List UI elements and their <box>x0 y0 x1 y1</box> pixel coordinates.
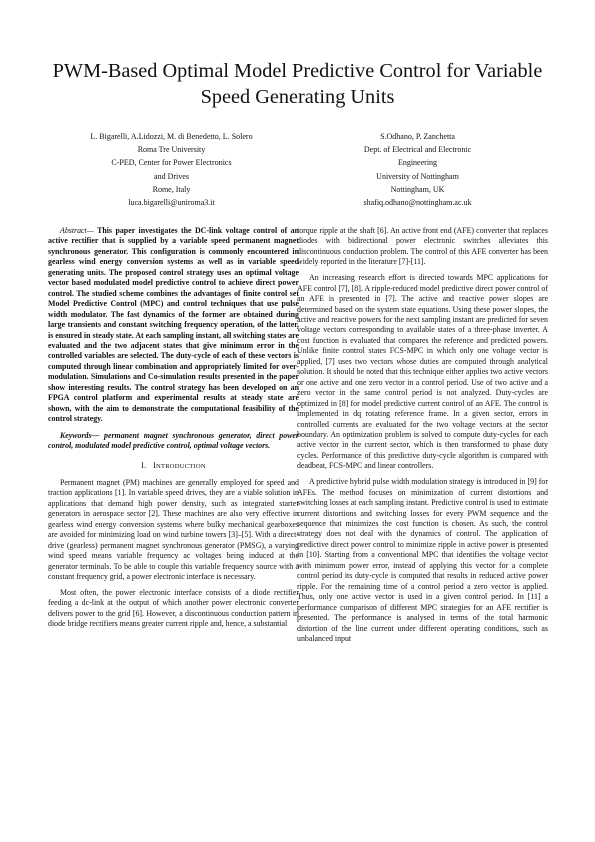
author-affiliation: Engineering <box>397 158 438 168</box>
body-paragraph: Permanent magnet (PM) machines are generally employed for speed and traction applications [1]. In variable speed drives, they are a viable solution in applications that demand high power density, such as integrated starter generators in aerospace sector [2]. These machines are also very effective in gearless wind energy conversion systems where bulky mechanical gearboxes are avoided for minimizing load on wind turbine towers [3]–[5]. With a direct-drive (gearless) permanent magnet synchronous generator (PMSG), a varying wind speed means variable frequency ac voltages being induced at the generator terminals. To be able to couple this variable frequency source with a constant frequency grid, a power electronic interface is necessary. <box>48 477 299 582</box>
author-names: L. Bigarelli, A.Lidozzi, M. di Benedetto, L. Solero <box>90 132 253 141</box>
right-column <box>297 226 548 644</box>
author-email: shafiq.odhano@nottingham.ac.uk <box>363 198 472 208</box>
section-title-rest: NTRODUCTION <box>156 462 206 470</box>
section-first-letter: I <box>153 460 157 470</box>
keywords-terms: permanent magnet synchronous generator, direct power control, modulated model predictive control, optimal voltage vectors. <box>48 430 299 451</box>
body-paragraph: Most often, the power electronic interface consists of a diode rectifier feeding a dc-link at the output of which another power electronic converter delivers power to the grid [6]. However, a discontinuous conduction pattern in diode bridge rectifiers means greater current ripple and, hence, a substantial <box>48 587 299 629</box>
body-paragraph: A predictive hybrid pulse width modulation strategy is introduced in [9] for AFEs. The method focuses on minimization of current distortions and switching losses at each sampling instant. Predictive control is used to estimate current distortions and switching losses for every PWM sequence and the sequence that minimizes the cost function is chosen. As such, the control strategy does not deal with the dynamics of control. The application of predictive direct power control to minimize ripple in active power is presented in [10]. Starting from a conventional MPC that identifies the voltage vector with minimum power error, instead of applying this vector for a complete control period its duty-cycle is computed that results in reduced active power ripple. For the remaining time of a control period a zero vector is applied. Thus, only one active vector is used in a given control period. In [11] a performance comparison of different MPC strategies for an AFE rectifier is presented. The performance is analysed in terms of the total harmonic distortion of the line current under different operating conditions, such as unbalanced input <box>297 477 548 643</box>
author-email: luca.bigarelli@uniroma3.it <box>128 198 215 208</box>
abstract <box>48 226 299 425</box>
body-paragraph: torque ripple at the shaft [6]. An active front end (AFE) converter that replaces diodes with bidirectional power electronic switches alleviates this discontinuous conduction problem. The control of this AFE converter has been widely reported in the literature [7]-[11]. <box>297 226 548 267</box>
authors-block-right <box>300 130 535 209</box>
paper-title: PWM-Based Optimal Model Predictive Control for Variable Speed Generating Units <box>52 60 543 108</box>
author-affiliation: University of Nottingham <box>376 171 459 181</box>
author-affiliation: and Drives <box>154 171 189 181</box>
section-heading-introduction <box>48 461 299 472</box>
author-affiliation: C-PED, Center for Power Electronics <box>111 158 232 168</box>
authors-block-left <box>54 130 289 209</box>
section-numeral: I. <box>141 460 147 470</box>
author-affiliation: Roma Tre University <box>137 145 206 155</box>
author-affiliation: Dept. of Electrical and Electronic <box>363 145 472 155</box>
left-column <box>48 226 299 630</box>
abstract-text: This paper investigates the DC-link voltage control of an active rectifier that is supplied by a variable speed permanent magnet synchronous generator. This configuration is commonly encountered in gearless wind energy conversion systems as well as in variable speed generating units. The proposed control strategy uses an optimal voltage vector based modulated model predictive control to achieve direct power control. The studied scheme combines the advantages of finite control set Model Predictive Control (MPC) and control techniques that use pulse width modulator. The fast dynamics of the former are obtained during large transients and constant switching frequency operation, of the latter, is ensured in steady state. At each sampling instant, all switching states are evaluated and the two adjacent states that give minimum error in the controlled variables are selected. The duty-cycle of each of these vectors is computed through linear combination and appropriately limited for over-modulation. Simulations and Co-simulation results presented in the paper show interesting results. The control strategy has been developed on an FPGA control platform and experimental results at steady state are shown, with the aim to demonstrate the computational feasibility of the control strategy. <box>48 226 299 424</box>
keywords <box>48 431 299 452</box>
author-names: S.Odhano, P. Zanchetta <box>380 132 455 141</box>
keywords-lead: Keywords— <box>60 430 100 440</box>
author-location: Nottingham, UK <box>390 184 445 194</box>
author-location: Rome, Italy <box>152 184 191 194</box>
abstract-lead: Abstract— <box>60 226 94 235</box>
body-paragraph: An increasing research effort is directed towards MPC applications for AFE control [7], [8]. A ripple-reduced model predictive direct power control of an AFE is presented in [7]. The active and reactive power slopes are determined based on the system state equations. Using these power slopes, the active and reactive powers for the next sampling instant are predicted for seven voltage vectors corresponding to available states of a three-phase inverter. A cost function is evaluated that compares the reference and predicted powers. Unlike finite control states FCS-MPC in which only one voltage vector is applied, [7] uses two vectors whose duties are computed through analytical solution. It should be noted that this technique either applies two active vectors or one active and one zero vector in a control period. Use of two active and a zero vector in the same control period is not analyzed. Duty-cycles are optimized in [8] for model predictive current control of an AFE. The control is implemented in dq rotating reference frame. In a given sector, errors in controlled currents are evaluated for the two voltage vectors at the sector boundary. An optimization problem is solved to compute duty-cycles for each active vector in the current sector, which is then transformed to phase duty cycles. Performance of this predictive duty-cycle algorithm is compared with deadbeat, FCS-MPC and linear controllers. <box>297 273 548 471</box>
